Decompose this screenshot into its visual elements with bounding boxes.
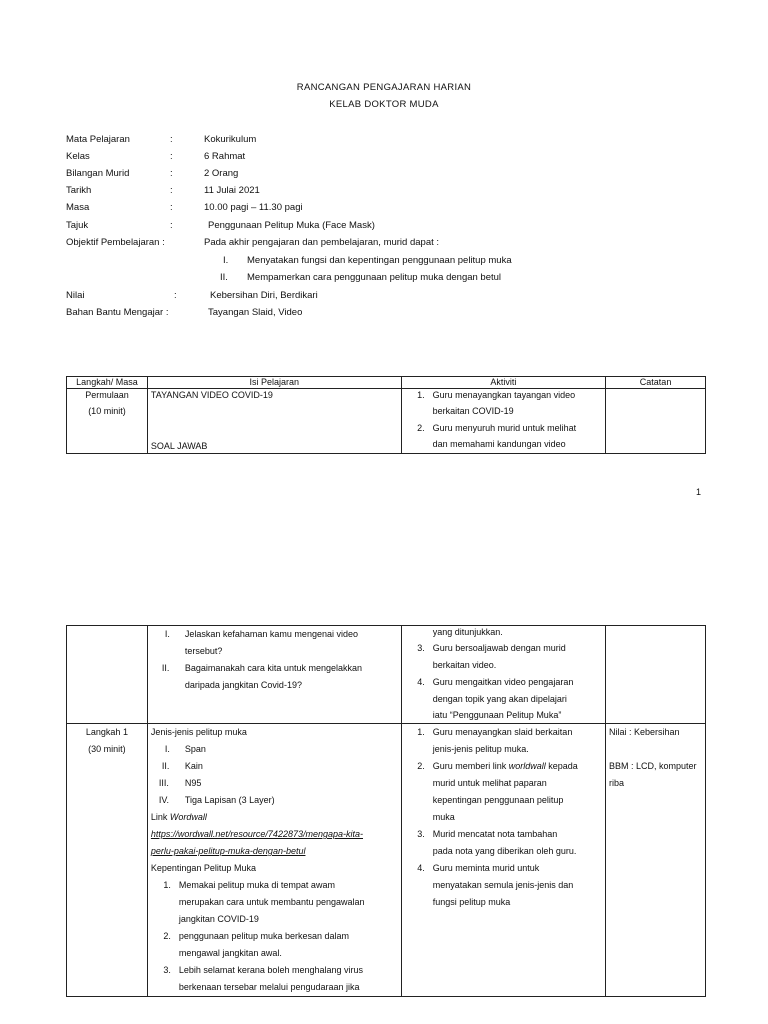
list-item: II. Kain bbox=[161, 761, 203, 771]
notes-spacer bbox=[609, 741, 702, 758]
field-value: 6 Rahmat bbox=[204, 151, 246, 162]
list-item: 1. Guru menayangkan slaid berkaitan bbox=[417, 727, 573, 737]
content-heading: Jenis-jenis pelitup muka bbox=[150, 727, 247, 737]
field-colon: : bbox=[174, 290, 177, 301]
objective-text: Menyatakan fungsi dan kepentingan penggunaan pelitup muka bbox=[247, 255, 512, 266]
table-row bbox=[67, 724, 706, 997]
list-item: II. Bagaimanakah cara kita untuk mengelakkan bbox=[161, 663, 362, 673]
field-value: 10.00 pagi – 11.30 pagi bbox=[204, 202, 303, 213]
list-item-cont: pada nota yang diberikan oleh guru. bbox=[432, 846, 577, 856]
field-label: Mata Pelajaran bbox=[66, 134, 130, 145]
field-value: Kebersihan Diri, Berdikari bbox=[210, 290, 318, 301]
field-value: Kokurikulum bbox=[204, 134, 257, 145]
activity-cell bbox=[401, 626, 605, 724]
list-item: III. N95 bbox=[158, 778, 202, 788]
notes-bbm-cont: riba bbox=[609, 778, 625, 788]
table-row bbox=[67, 626, 706, 724]
table-header-row bbox=[67, 377, 706, 389]
step-label: Langkah 1 bbox=[85, 727, 128, 737]
step-cell bbox=[67, 626, 148, 724]
list-item-cont: muka bbox=[432, 812, 455, 822]
step-cell bbox=[67, 724, 148, 997]
content-line: TAYANGAN VIDEO COVID-19 bbox=[150, 390, 273, 400]
list-item-cont: jangkitan COVID-19 bbox=[178, 914, 259, 924]
link-label: Link bbox=[150, 812, 170, 822]
wordwall-link-cont[interactable]: perlu-pakai-pelitup-muka-dengan-betul bbox=[150, 846, 306, 856]
objective-num: I. bbox=[223, 255, 229, 266]
header-step: Langkah/ Masa bbox=[67, 377, 148, 389]
content-cell bbox=[147, 626, 401, 724]
list-item: 2. Guru memberi link worldwall kepada bbox=[417, 761, 578, 771]
list-item: 2. penggunaan pelitup muka berkesan dalam bbox=[163, 931, 349, 941]
field-colon: : bbox=[170, 185, 173, 196]
field-value: 11 Julai 2021 bbox=[204, 185, 260, 196]
notes-values: Nilai : Kebersihan bbox=[609, 727, 680, 737]
field-colon: : bbox=[170, 151, 173, 162]
activity-cell bbox=[401, 389, 606, 454]
list-item-cont: berkaitan COVID-19 bbox=[432, 406, 514, 416]
content-heading: Kepentingan Pelitup Muka bbox=[150, 863, 256, 873]
list-item-cont: dan memahami kandungan video bbox=[432, 439, 566, 449]
header-notes: Catatan bbox=[606, 377, 706, 389]
objective-text: Mempamerkan cara penggunaan pelitup muka dengan betul bbox=[247, 272, 502, 283]
list-item-cont: kepentingan penggunaan pelitup bbox=[432, 795, 564, 805]
field-label: Bahan Bantu Mengajar : bbox=[66, 307, 169, 318]
list-item-cont: berkenaan tersebar melalui pengudaraan jika bbox=[178, 982, 360, 992]
step-duration: (30 minit) bbox=[88, 744, 126, 754]
table-row bbox=[67, 389, 706, 454]
list-item: 3. Murid mencatat nota tambahan bbox=[417, 829, 558, 839]
step-cell bbox=[67, 389, 148, 454]
list-item: IV. Tiga Lapisan (3 Layer) bbox=[158, 795, 275, 805]
field-label: Masa bbox=[66, 202, 90, 213]
list-item-cont: murid untuk melihat paparan bbox=[432, 778, 547, 788]
list-item-cont: yang ditunjukkan. bbox=[432, 627, 503, 637]
objective-num: II. bbox=[220, 272, 228, 283]
list-item: 3. Lebih selamat kerana boleh menghalang virus bbox=[163, 965, 363, 975]
list-item-cont: iatu “Penggunaan Pelitup Muka” bbox=[432, 710, 562, 720]
list-item: 4. Guru mengaitkan video pengajaran bbox=[417, 677, 574, 687]
field-label: Bilangan Murid bbox=[66, 168, 130, 179]
notes-cell bbox=[606, 724, 706, 997]
list-item-cont: berkaitan video. bbox=[432, 660, 497, 670]
step-label: Permulaan bbox=[85, 390, 129, 400]
header-activity: Aktiviti bbox=[401, 377, 606, 389]
field-label: Objektif Pembelajaran : bbox=[66, 237, 165, 248]
list-item-cont: daripada jangkitan Covid-19? bbox=[184, 680, 302, 690]
field-value: 2 Orang bbox=[204, 168, 239, 179]
page-number: 1 bbox=[696, 487, 702, 497]
list-item-cont: merupakan cara untuk membantu pengawalan bbox=[178, 897, 365, 907]
link-line bbox=[151, 809, 398, 826]
header-content: Isi Pelajaran bbox=[147, 377, 401, 389]
field-colon: : bbox=[170, 168, 173, 179]
list-item-cont: jenis-jenis pelitup muka. bbox=[432, 744, 529, 754]
field-value: Pada akhir pengajaran dan pembelajaran, murid dapat : bbox=[204, 237, 440, 248]
field-colon: : bbox=[170, 134, 173, 145]
list-item: 1. Guru menayangkan tayangan video bbox=[417, 390, 576, 400]
list-item: 4. Guru meminta murid untuk bbox=[417, 863, 540, 873]
list-item: 3. Guru bersoaljawab dengan murid bbox=[417, 643, 566, 653]
wordwall-link[interactable]: https://wordwall.net/resource/7422873/mengapa-kita- bbox=[150, 829, 363, 839]
notes-cell bbox=[606, 389, 706, 454]
field-colon: : bbox=[170, 202, 173, 213]
activity-cell bbox=[401, 724, 605, 997]
list-item: I. Span bbox=[164, 744, 206, 754]
content-line: SOAL JAWAB bbox=[150, 441, 208, 451]
content-cell bbox=[147, 389, 401, 454]
list-item: 1. Memakai pelitup muka di tempat awam bbox=[163, 880, 335, 890]
field-value: Penggunaan Pelitup Muka (Face Mask) bbox=[208, 220, 375, 231]
field-label: Tarikh bbox=[66, 185, 92, 196]
list-item-cont: mengawal jangkitan awal. bbox=[178, 948, 282, 958]
link-name: Wordwall bbox=[169, 812, 207, 822]
field-colon: : bbox=[170, 220, 173, 231]
field-label: Nilai bbox=[66, 290, 85, 301]
field-label: Tajuk bbox=[66, 220, 89, 231]
notes-cell bbox=[606, 626, 706, 724]
document-title: RANCANGAN PENGAJARAN HARIAN bbox=[296, 82, 472, 93]
field-value: Tayangan Slaid, Video bbox=[208, 307, 303, 318]
list-item-cont: fungsi pelitup muka bbox=[432, 897, 511, 907]
step-duration: (10 minit) bbox=[88, 406, 126, 416]
list-item: I. Jelaskan kefahaman kamu mengenai video bbox=[164, 629, 358, 639]
list-item-cont: dengan topik yang akan dipelajari bbox=[432, 694, 567, 704]
list-item: 2. Guru menyuruh murid untuk melihat bbox=[417, 423, 577, 433]
document-subtitle: KELAB DOKTOR MUDA bbox=[329, 99, 439, 110]
lesson-table-page1 bbox=[66, 376, 706, 454]
list-item-cont: tersebut? bbox=[184, 646, 223, 656]
notes-bbm: BBM : LCD, komputer bbox=[609, 761, 697, 771]
lesson-table-page2 bbox=[66, 625, 706, 997]
content-cell bbox=[147, 724, 401, 997]
list-item-cont: menyatakan semula jenis-jenis dan bbox=[432, 880, 574, 890]
field-label: Kelas bbox=[66, 151, 90, 162]
